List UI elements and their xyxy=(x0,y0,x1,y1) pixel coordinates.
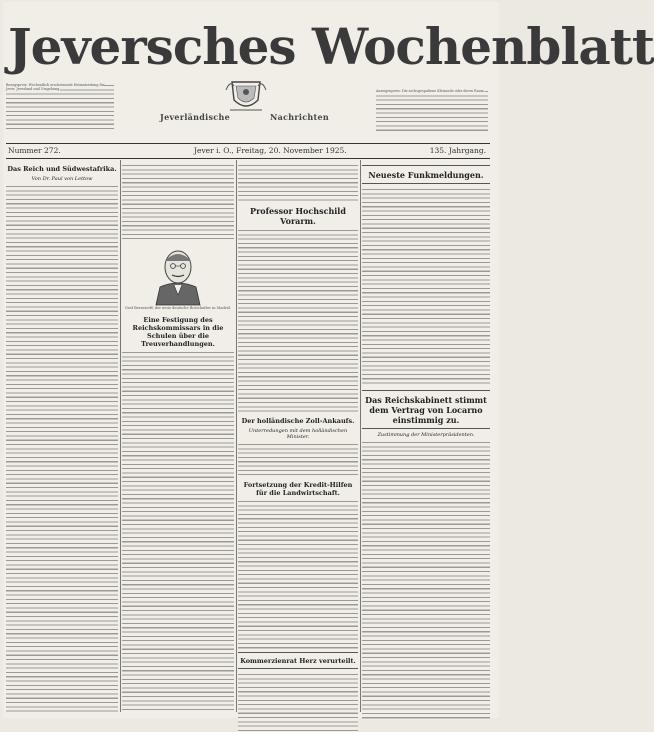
article-headline: Kommerzienrat Herz verurteilt. xyxy=(240,657,356,665)
portrait-caption: Graf Bernstorff, der neue deutsche Botschafter in Madrid. xyxy=(124,306,232,310)
article-body xyxy=(122,163,234,239)
article-body xyxy=(122,350,234,710)
article-byline: Von Dr. Paul von Lettow xyxy=(31,176,93,182)
article-body xyxy=(238,442,358,478)
column-divider xyxy=(120,160,121,712)
portrait-illustration xyxy=(150,243,206,305)
column-2 xyxy=(122,162,234,710)
subtitle-right: Nachrichten xyxy=(270,112,330,122)
masthead-left-notice-text: Bezugspreis: Wöchentlich erscheinende Heimatzeitung für Jever, Jeverland und Umgebung. xyxy=(6,83,105,92)
column-4 xyxy=(362,162,490,710)
article-headline: Eine Festigung des Reichskommissars in die Schulen über die Treuverhandlungen. xyxy=(132,316,224,349)
news-briefs xyxy=(362,187,490,387)
masthead-right-notice-text: Anzeigenpreis: Die sechsgespaltene Kleinzeile oder deren Raum. xyxy=(376,89,485,93)
place-date: Jever i. O., Freitag, 20. November 1925. xyxy=(194,146,347,155)
dateline xyxy=(6,146,490,158)
article-headline: Professor Hochschild Vorarm. xyxy=(250,206,346,226)
masthead-right-notice xyxy=(376,89,488,131)
header-rule-top xyxy=(6,143,490,144)
article-headline: Der holländische Zoll-Ankaufs. xyxy=(241,417,355,425)
article-headline: Das Reich und Südwestafrika. xyxy=(7,165,117,173)
article-headline: Fortsetzung der Kredit-Hilfen für die Landwirtschaft. xyxy=(243,481,353,497)
article-headline: Das Reichskabinett stimmt dem Vertrag von Locarno einstimmig zu. xyxy=(365,395,487,425)
article-body xyxy=(362,440,490,720)
column-divider xyxy=(236,160,237,712)
header-rule-bottom xyxy=(6,158,490,159)
section-box xyxy=(362,165,490,184)
article-body xyxy=(238,228,358,414)
article-body xyxy=(238,499,358,649)
article-body xyxy=(238,672,358,732)
masthead-title: Jeversches Wochenblatt xyxy=(8,17,654,76)
coat-of-arms-icon xyxy=(224,76,268,116)
subtitle-left: Jeverländische xyxy=(160,112,230,122)
article-subheadline: Zustimmung der Ministerpräsidenten. xyxy=(377,432,475,438)
article-body xyxy=(238,163,358,203)
article-body xyxy=(6,184,118,712)
column-1 xyxy=(6,162,118,710)
column-divider xyxy=(360,160,361,712)
issue-number: Nummer 272. xyxy=(8,146,61,155)
article-subheadline: Unterredungen mit dem holländischen Minister. xyxy=(248,428,348,440)
section-box xyxy=(238,652,358,669)
section-headline: Neueste Funkmeldungen. xyxy=(368,170,484,180)
volume: 135. Jahrgang. xyxy=(429,146,486,155)
column-3 xyxy=(238,162,358,710)
section-box xyxy=(362,390,490,429)
masthead-left-notice xyxy=(6,83,114,129)
